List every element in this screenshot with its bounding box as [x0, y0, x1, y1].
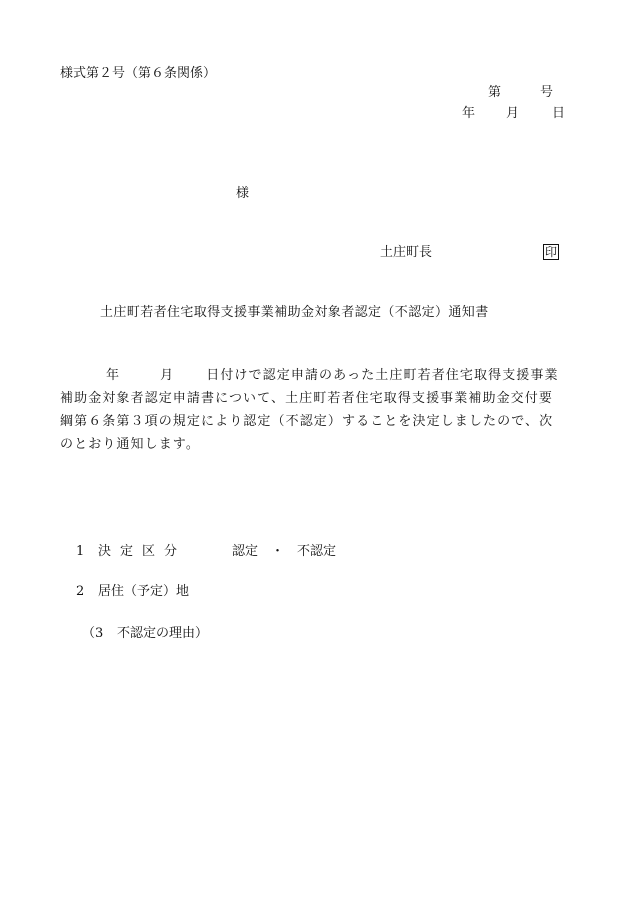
body-year-label: 年 [106, 368, 121, 383]
item-label: 居住（予定）地 [98, 584, 190, 599]
item-number: 2 [76, 584, 85, 599]
seal-mark: 印 [545, 245, 558, 259]
recipient-honorific: 様 [236, 186, 250, 201]
notice-title: 土庄町若者住宅取得支援事業補助金対象者認定（不認定）通知書 [100, 305, 489, 320]
doc-number-prefix: 第 [488, 85, 502, 100]
issuer-title: 土庄町長 [380, 245, 433, 260]
body-month-label: 月 [160, 368, 175, 383]
form-number: 様式第２号（第６条関係） [60, 66, 217, 81]
date-month-label: 月 [506, 106, 520, 121]
item-rejection-reason [82, 627, 208, 640]
doc-number-suffix: 号 [540, 85, 554, 100]
date-line [462, 107, 565, 120]
item-decision-category [76, 545, 336, 558]
item-value: 認定 ・ 不認定 [232, 544, 337, 559]
item-number: 1 [76, 544, 85, 559]
body-text: 日付けで認定申請のあった土庄町若者住宅取得支援事業補助金対象者認定申請書について、土庄町若者住宅取得支援事業補助金交付要綱第６条第３項の規定により認定（不認定）することを決定しましたので、次のとおり通知します。 [60, 368, 559, 452]
date-year-label: 年 [462, 106, 476, 121]
item-label: 不認定の理由） [117, 626, 209, 641]
item-residence [76, 585, 189, 598]
date-day-label: 日 [552, 106, 566, 121]
item-label: 決定区分 [98, 544, 187, 559]
item-number: 3 [95, 626, 104, 641]
item-prefix: （ [82, 626, 96, 641]
document-number-line [488, 86, 553, 99]
body-paragraph [60, 364, 565, 456]
